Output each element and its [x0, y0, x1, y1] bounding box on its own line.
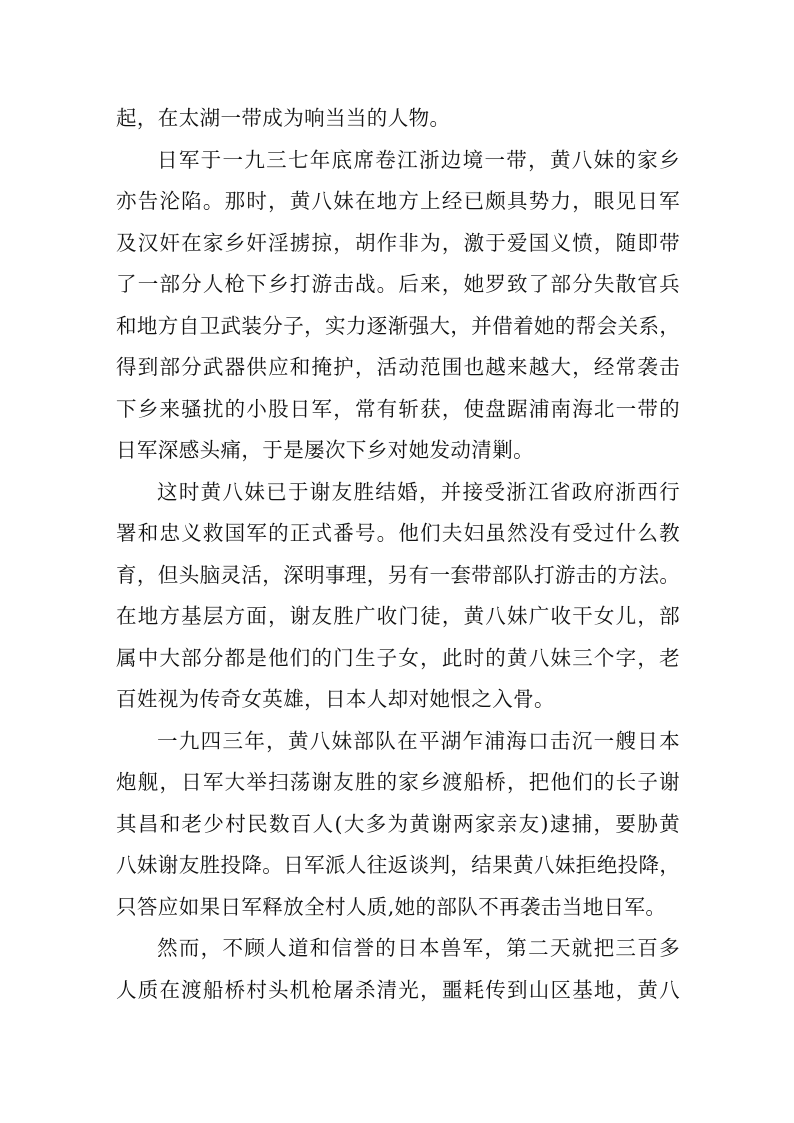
text-line: 在地方基层方面，谢友胜广收门徒，黄八妹广收干女儿，部	[116, 604, 680, 628]
text-line: 起，在太湖一带成为响当当的人物。	[116, 106, 451, 130]
text-line: 下乡来骚扰的小股日军，常有斩获，使盘踞浦南海北一带的	[116, 396, 680, 421]
text-line: 八妹谢友胜投降。日军派人往返谈判，结果黄八妹拒绝投降，	[116, 853, 681, 877]
text-line: 署和忠义救国军的正式番号。他们夫妇虽然没有受过什么教	[116, 521, 680, 545]
document-page	[116, 98, 680, 1011]
text-line: 只答应如果日军释放全村人质,她的部队不再袭击当地日军。	[116, 894, 667, 919]
text-line: 育，但头脑灵活，深明事理，另有一套带部队打游击的方法。	[116, 562, 681, 587]
text-line: 日军于一九三七年底席卷江浙边境一带，黄八妹的家乡	[157, 147, 680, 172]
text-line: 得到部分武器供应和掩护，活动范围也越来越大，经常袭击	[116, 355, 680, 379]
text-line: 及汉奸在家乡奸淫掳掠，胡作非为，激于爱国义愤，随即带	[116, 230, 680, 255]
text-line: 一九四三年，黄八妹部队在平湖乍浦海口击沉一艘日本	[157, 728, 680, 753]
text-line: 其昌和老少村民数百人(大多为黄谢两家亲友)逮捕，要胁黄	[116, 811, 680, 836]
text-line: 这时黄八妹已于谢友胜结婚，并接受浙江省政府浙西行	[157, 479, 680, 504]
text-line: 和地方自卫武装分子，实力逐渐强大，并借着她的帮会关系，	[116, 313, 681, 338]
text-line: 炮舰，日军大举扫荡谢友胜的家乡渡船桥，把他们的长子谢	[116, 770, 680, 794]
text-line: 百姓视为传奇女英雄，日本人却对她恨之入骨。	[116, 687, 555, 711]
text-line: 日军深感头痛，于是屡次下乡对她发动清剿。	[116, 438, 534, 462]
text-line: 人质在渡船桥村头机枪屠杀清光，噩耗传到山区基地，黄八	[116, 977, 680, 1002]
text-line: 亦告沦陷。那时，黄八妹在地方上经已颇具势力，眼见日军	[116, 189, 680, 213]
text-line: 然而，不顾人道和信誉的日本兽军，第二天就把三百多	[157, 936, 680, 960]
text-line: 了一部分人枪下乡打游击战。后来，她罗致了部分失散官兵	[116, 272, 680, 296]
text-line: 属中大部分都是他们的门生子女，此时的黄八妹三个字，老	[116, 645, 680, 670]
